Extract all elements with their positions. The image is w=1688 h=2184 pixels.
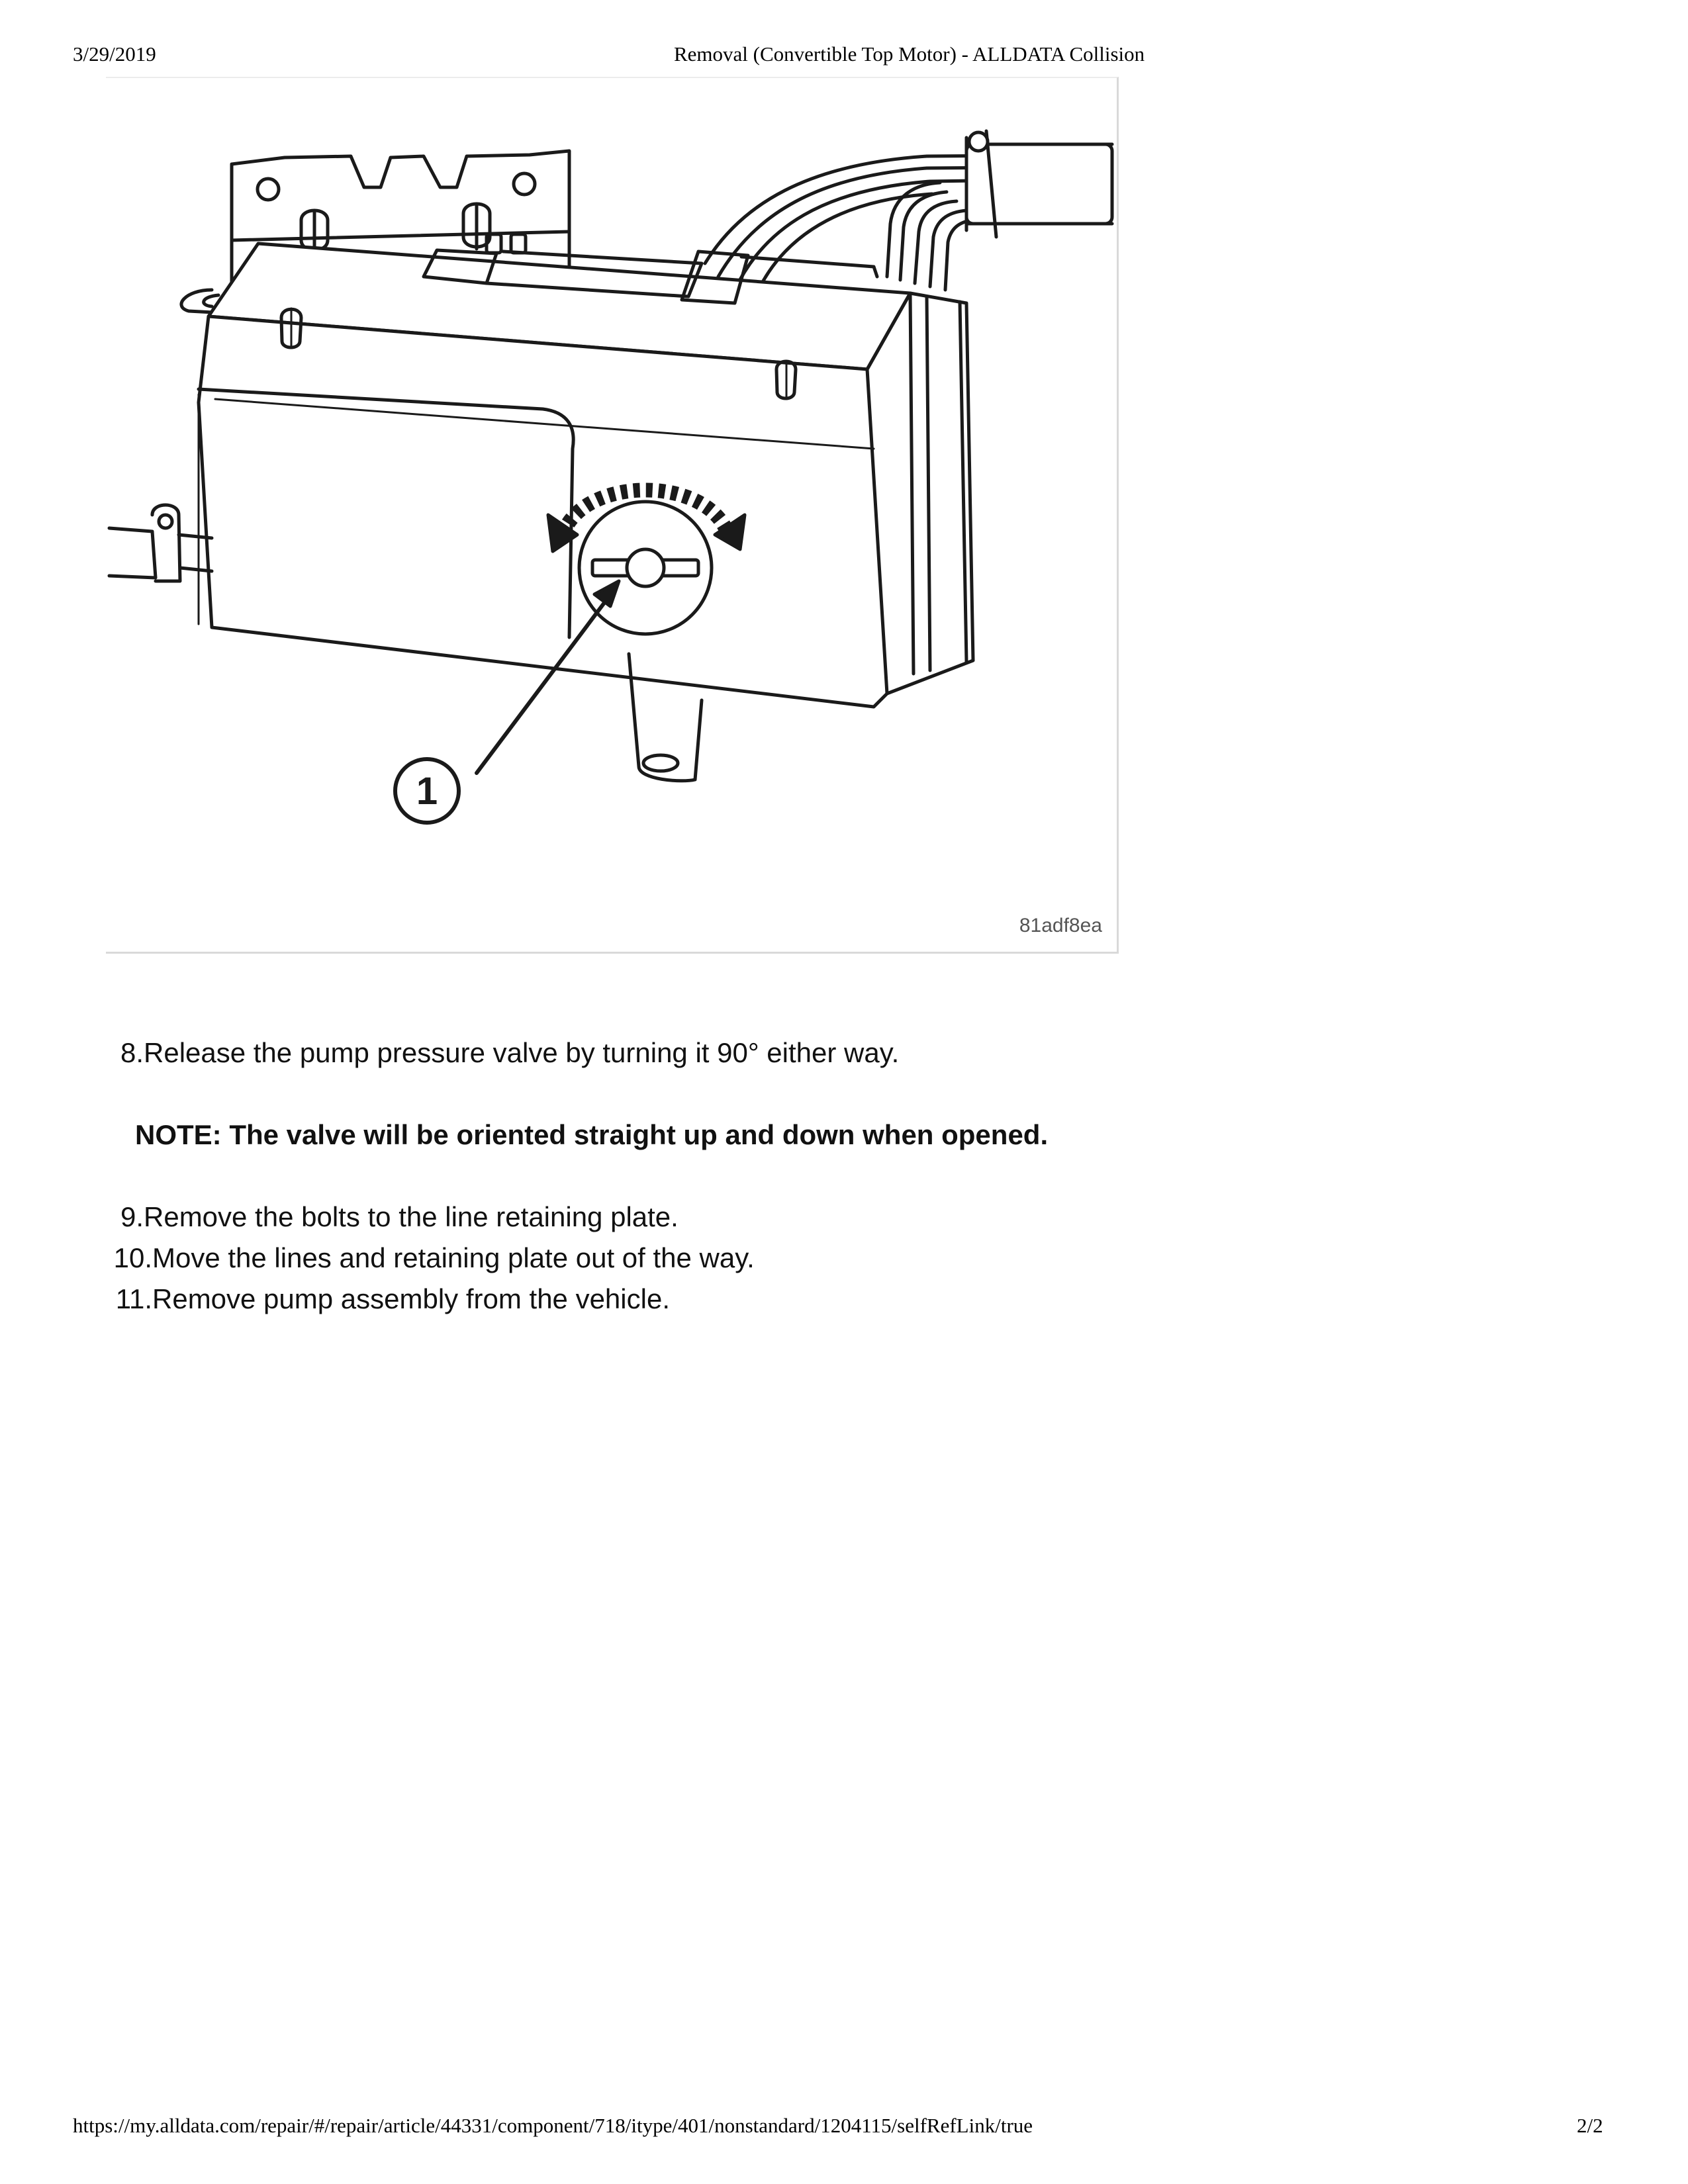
step-item [106,1279,1562,1320]
step-number: 10. [113,1242,152,1273]
step-item [106,1032,1562,1073]
step-text: Release the pump pressure valve by turning it 90° either way. [144,1037,900,1068]
pump-figure [106,77,1119,954]
step-item [106,1238,1562,1279]
left-mount [109,505,212,581]
step-number: 8. [120,1037,144,1068]
page-title: Removal (Convertible Top Motor) - ALLDATA Collision [674,42,1145,66]
step-text: Remove the bolts to the line retaining plate. [144,1201,679,1232]
callout-number: 1 [416,770,438,813]
step-item [106,1197,1562,1238]
step-number: 9. [120,1201,144,1232]
step-text: Move the lines and retaining plate out of the way. [152,1242,755,1273]
source-url: https://my.alldata.com/repair/#/repair/article/44331/component/718/itype/401/nonstandard/1204115/selfRefLink/true [73,2114,1033,2137]
note-text: NOTE: The valve will be oriented straight up and down when opened. [135,1119,1049,1150]
print-date: 3/29/2019 [73,42,156,66]
step-text: Remove pump assembly from the vehicle. [152,1283,670,1314]
wire-harness [705,131,1112,306]
figure-code: 81adf8ea [1019,915,1102,936]
pressure-valve-icon [579,502,712,634]
procedure-steps [106,1032,1562,1320]
step-number: 11. [115,1283,152,1314]
pump-motor-illustration [106,78,1115,952]
pump-housing [199,244,973,707]
page-number: 2/2 [1577,2114,1603,2137]
